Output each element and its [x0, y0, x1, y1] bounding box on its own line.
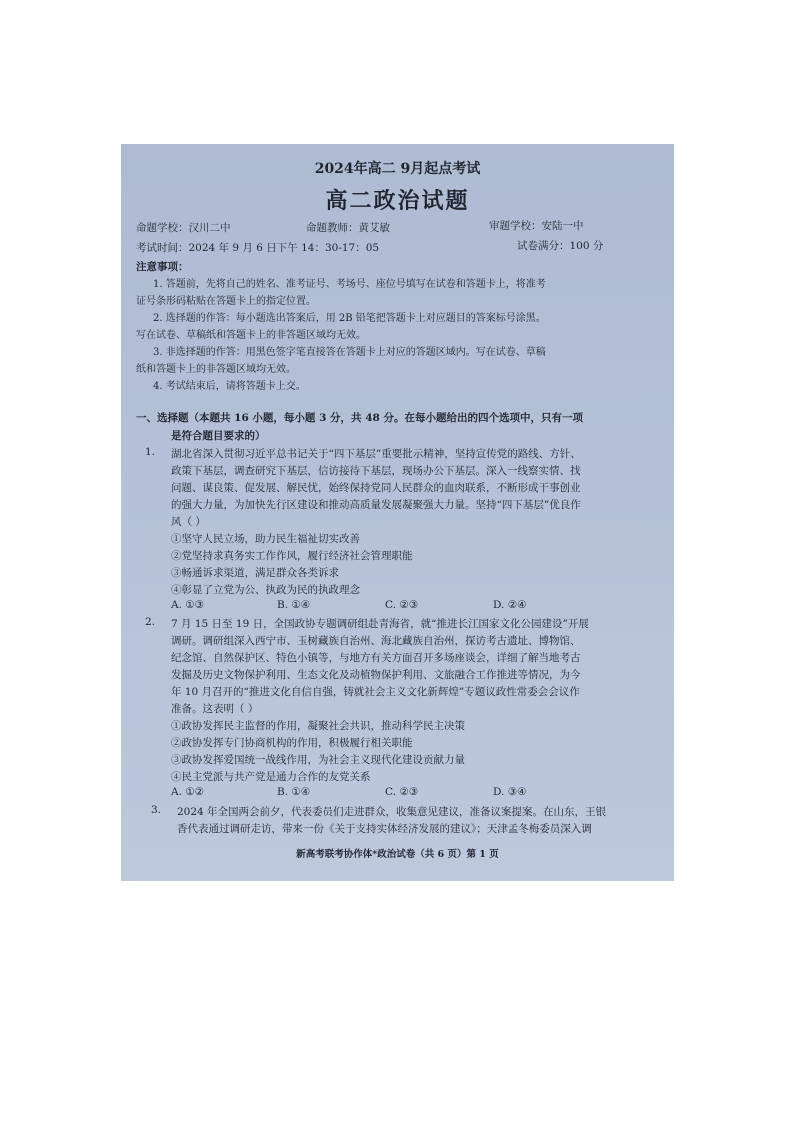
notes-heading: 注意事项： — [136, 261, 189, 273]
question-2-line: 准备。这表明（ ） — [171, 703, 259, 715]
question-1-line: 问题、谋良策、促发展、解民忧，始终保持党同人民群众的血肉联系，不断形成干事创业 — [171, 482, 581, 494]
question-2-option-b[interactable]: B. ①④ — [277, 786, 311, 798]
question-2-statement: ④民主党派与共产党是通力合作的友党关系 — [171, 771, 371, 783]
exam-reviewer: 审题学校：安陆一中 — [489, 220, 584, 232]
notes-line: 3. 非选择题的作答：用黑色签字笔直接答在答题卡上对应的答题区域内。写在试卷、草稿 — [153, 347, 546, 358]
notes-line: 证号条形码粘贴在答题卡上的指定位置。 — [136, 296, 316, 307]
question-2-option-d[interactable]: D. ③④ — [493, 786, 527, 798]
notes-line: 写在试卷、草稿纸和答题卡上的非答题区域均无效。 — [136, 330, 366, 341]
question-3-number: 3. — [151, 804, 162, 816]
question-2-statement: ①政协发挥民主监督的作用，凝聚社会共识，推动科学民主决策 — [171, 720, 465, 732]
question-2-statement: ③政协发挥爱国统一战线作用，为社会主义现代化建设贡献力量 — [171, 754, 465, 766]
exam-title: 高二政治试题 — [325, 188, 470, 214]
question-1-line: 的强大力量，为加快先行区建设和推动高质量发展凝聚强大力量。坚持“四下基层”优良作 — [171, 499, 581, 511]
question-1-statement: ④彰显了立党为公、执政为民的执政理念 — [171, 584, 360, 596]
question-1-line: 湖北省深入贯彻习近平总书记关于“四下基层”重要批示精神，坚持宣传党的路线、方针、 — [171, 448, 581, 460]
question-2-option-c[interactable]: C. ②③ — [385, 786, 419, 798]
exam-paper — [121, 144, 674, 881]
question-2-line: 年 10 月召开的“推进文化自信自强，铸就社会主义文化新辉煌”专题议政性常委会会议作 — [171, 686, 580, 698]
question-1-line: 风（ ） — [171, 516, 206, 528]
question-1-number: 1. — [145, 446, 156, 458]
question-1-line: 政策下基层，调查研究下基层，信访接待下基层，现场办公下基层。深入一线察实情、找 — [171, 465, 581, 477]
question-1-statement: ②党坚持求真务实工作作风，履行经济社会管理职能 — [171, 550, 413, 562]
question-2-line: 发掘及历史文物保护利用、生态文化及动植物保护利用、文旅融合工作推进等情况，为今 — [171, 669, 581, 681]
question-1-option-c[interactable]: C. ②③ — [385, 599, 419, 611]
question-2-option-a[interactable]: A. ①② — [171, 786, 205, 798]
question-2-line: 调研。调研组深入西宁市、玉树藏族自治州、海北藏族自治州，探访考古遗址、博物馆、 — [171, 635, 581, 647]
notes-line: 1. 答题前，先将自己的姓名、准考证号、考场号、座位号填写在试卷和答题卡上，将准考 — [153, 279, 546, 290]
section-heading-cont: 是符合题目要求的） — [171, 430, 266, 442]
question-2-line: 7 月 15 日至 19 日，全国政协专题调研组赴青海省，就“推进长江国家文化公园建设”开展 — [171, 618, 589, 630]
question-1-option-b[interactable]: B. ①④ — [277, 599, 311, 611]
question-2-number: 2. — [145, 616, 156, 628]
question-2-line: 纪念馆、自然保护区、特色小镇等，与地方有关方面召开多场座谈会，详细了解当地考古 — [171, 652, 581, 664]
exam-teacher: 命题教师：黄艾敏 — [306, 222, 390, 234]
notes-line: 纸和答题卡上的非答题区域均无效。 — [136, 364, 296, 375]
exam-supertitle: 2024年高二 9月起点考试 — [314, 161, 481, 177]
exam-time: 考试时间：2024 年 9 月 6 日下午 14：30-17：05 — [136, 242, 380, 254]
notes-line: 2. 选择题的作答：每小题选出答案后，用 2B 铅笔把答题卡上对应题目的答案标号涂黑。 — [153, 313, 546, 324]
question-1-statement: ①坚守人民立场，助力民生福祉切实改善 — [171, 533, 360, 545]
question-1-option-d[interactable]: D. ②④ — [493, 599, 527, 611]
question-3-line: 香代表通过调研走访，带来一份《关于支持实体经济发展的建议》；天津孟冬梅委员深入调 — [177, 823, 592, 835]
question-1-statement: ③畅通诉求渠道，满足群众各类诉求 — [171, 567, 339, 579]
question-1-option-a[interactable]: A. ①③ — [171, 599, 205, 611]
exam-school: 命题学校：汉川二中 — [136, 222, 231, 234]
question-3-line: 2024 年全国两会前夕，代表委员们走进群众，收集意见建议，准备议案提案。在山东，王银 — [177, 806, 607, 818]
exam-score: 试卷满分：100 分 — [517, 240, 604, 252]
notes-line: 4. 考试结束后，请将答题卡上交。 — [153, 381, 306, 392]
page-footer: 新高考联考协作体*政治试卷（共 6 页）第 1 页 — [296, 849, 499, 860]
section-heading: 一、选择题（本题共 16 小题，每小题 3 分，共 48 分。在每小题给出的四个选项中，只有一项 — [136, 412, 583, 424]
question-2-statement: ②政协发挥专门协商机构的作用，积极履行相关职能 — [171, 737, 413, 749]
